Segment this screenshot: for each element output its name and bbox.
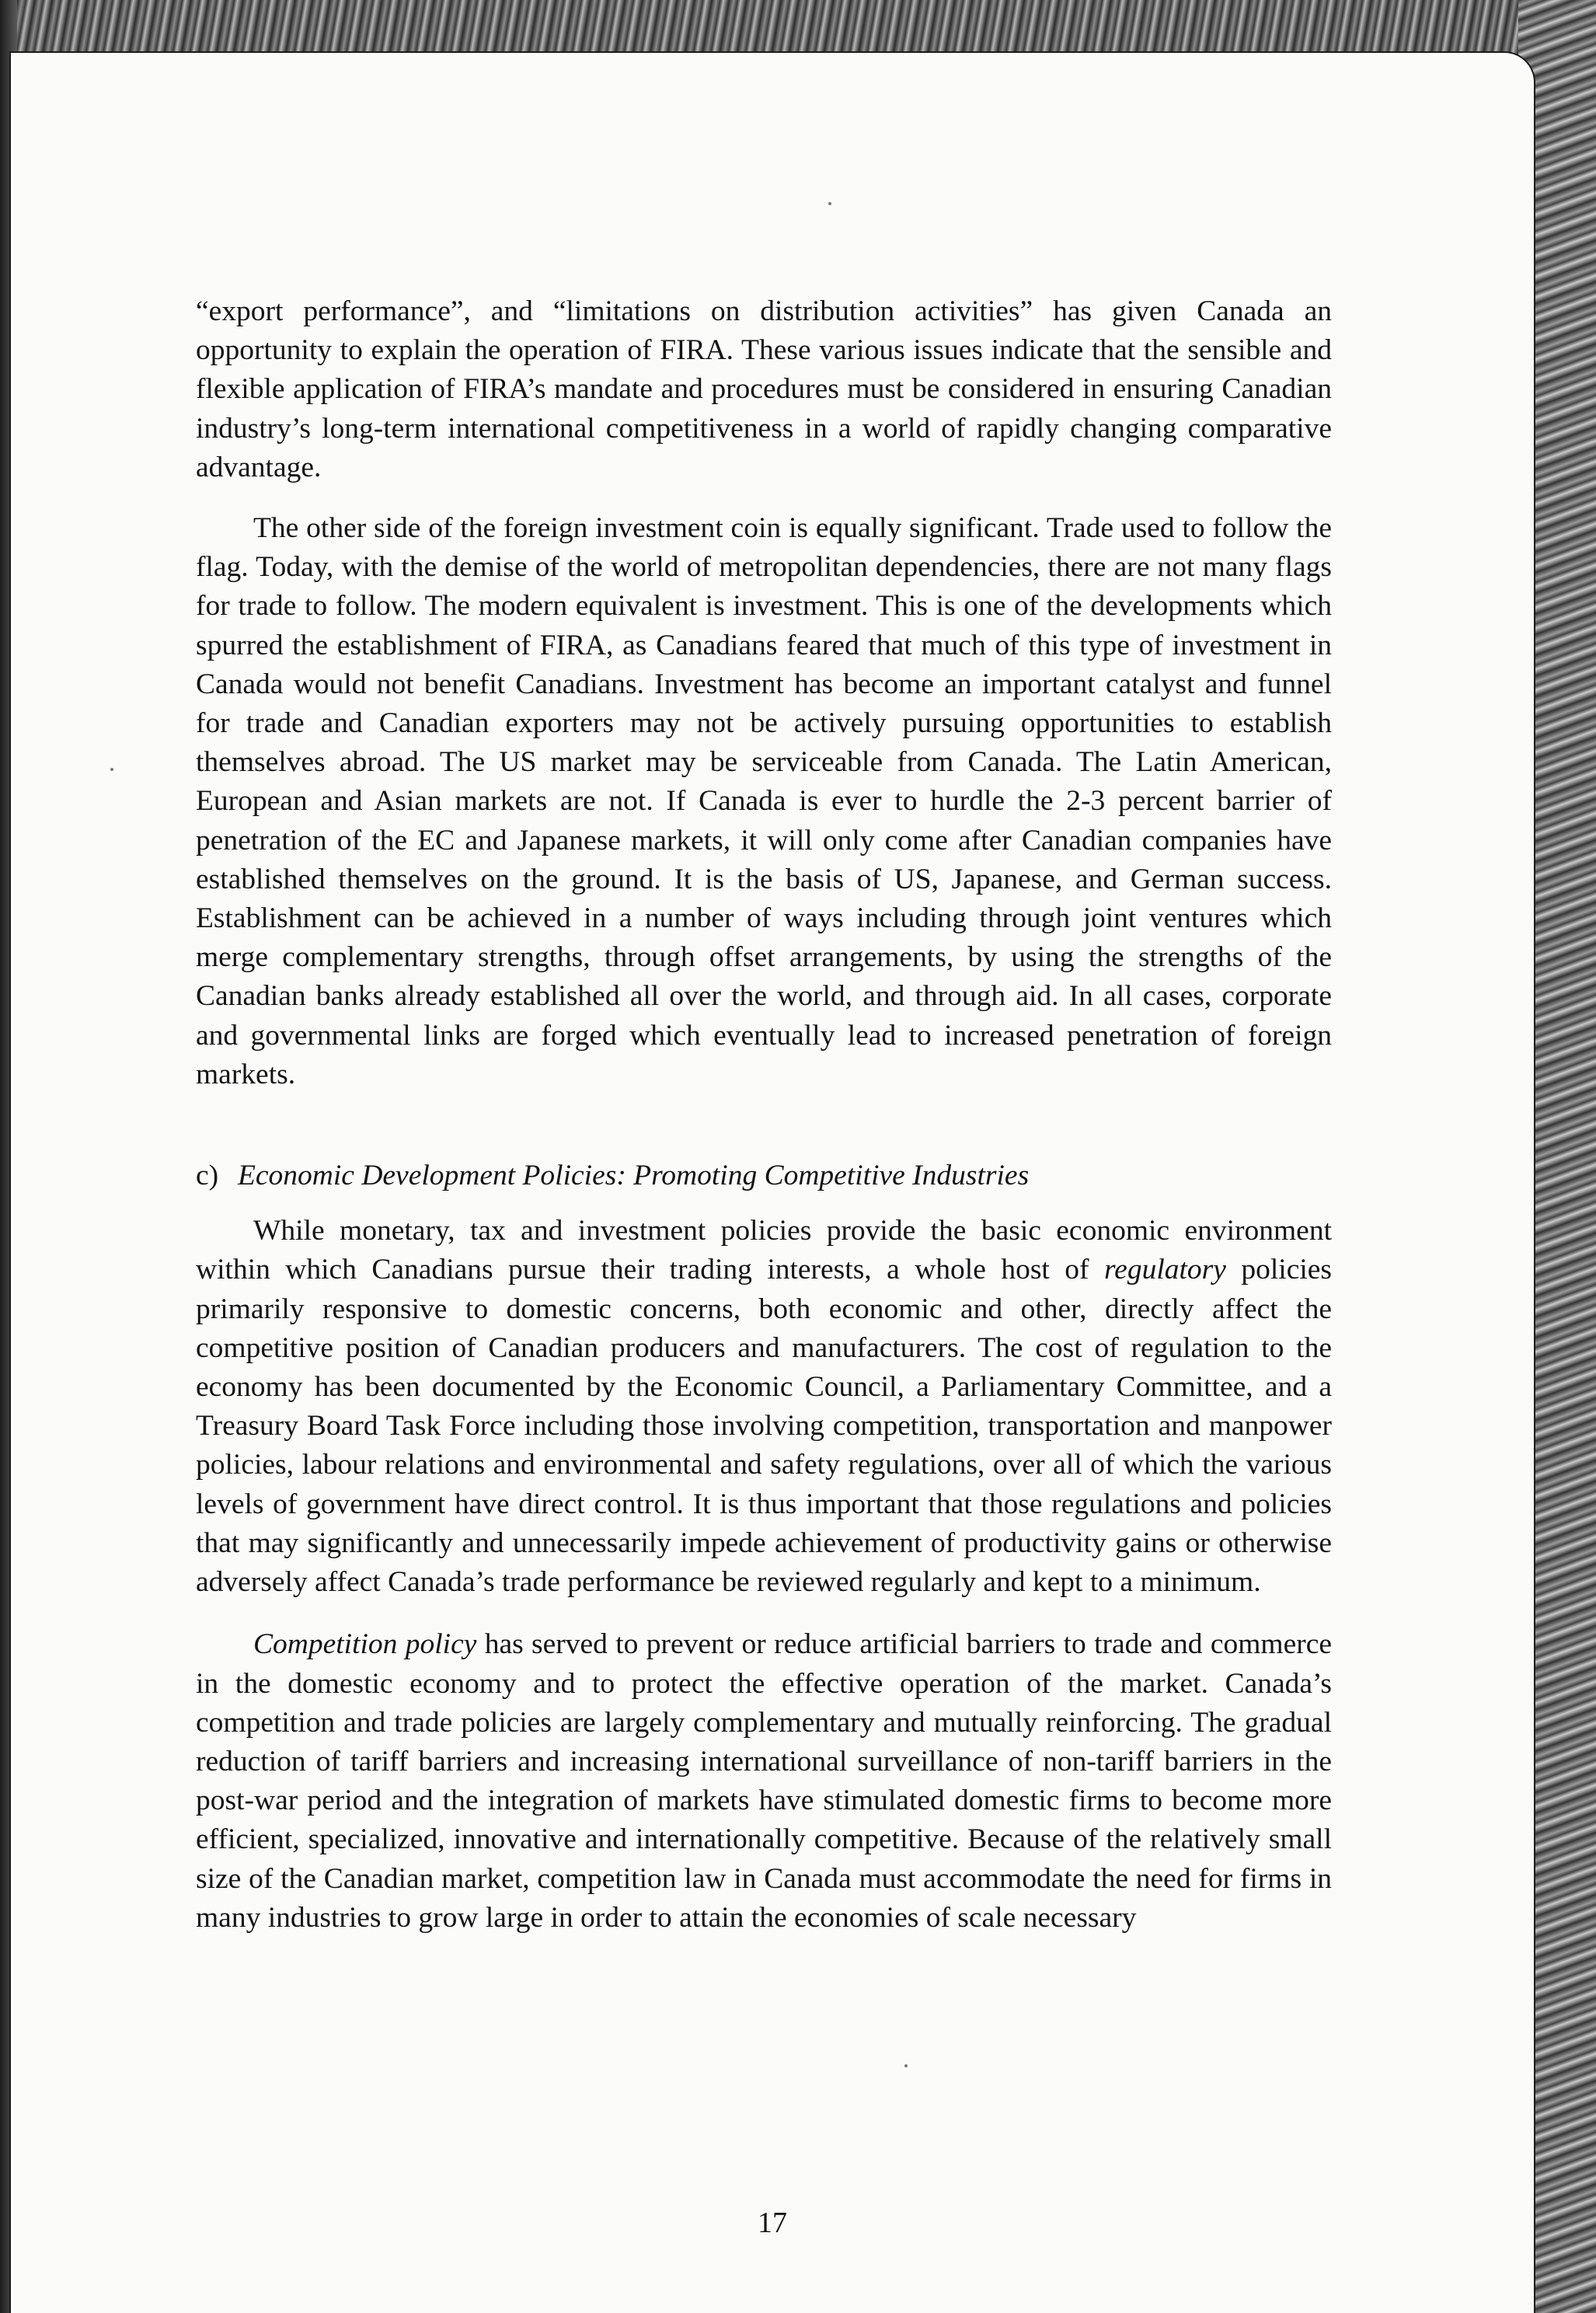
- scan-speck: [828, 202, 831, 205]
- paragraph-4: [196, 1625, 1332, 1938]
- paragraph-3-start: While monetary, tax and investment policies provide the basic economic environment within which Canadians pursue their trading interests, a whole host of: [196, 1215, 1332, 1286]
- section-label: c): [196, 1160, 219, 1192]
- paragraph-3-rest: policies primarily responsive to domestic concerns, both economic and other, directly affect the competitive position of Canadian producers and manufacturers. The cost of regulation to the economy has been documented by the Economic Council, a Parliamentary Committee, and a Treasury Board Task Force including those involving competition, transportation and manpower policies, labour relations and environmental and safety regulations, over all of which the various levels of government have direct control. It is thus important that those regulations and policies that may significantly and unnecessarily impede achievement of productivity gains or otherwise adversely affect Canada’s trade performance be reviewed regularly and kept to a minimum.: [196, 1254, 1332, 1599]
- paragraph-3-emphasis: regulatory: [1103, 1254, 1226, 1286]
- section-heading: [196, 1156, 1332, 1195]
- paragraph-4-emphasis: Competition policy: [253, 1628, 477, 1661]
- document-page: [11, 53, 1534, 2313]
- page-number: 17: [758, 2207, 787, 2239]
- paragraph-4-rest: has served to prevent or reduce artificial barriers to trade and commerce in the domestic economy and to protect the effective operation of the market. Canada’s competition and trade policies are largely complementary and mutually reinforcing. The gradual reduction of tariff barriers and increasing international surveillance of non-tariff barriers in the post-war period and the integration of markets have stimulated domestic firms to become more efficient, specialized, innovative and internationally competitive. Because of the relatively small size of the Canadian market, competition law in Canada must accommodate the need for firms in many industries to grow large in order to attain the economies of scale necessary: [196, 1628, 1332, 1934]
- scan-speck: [110, 768, 113, 771]
- paragraph-3: [196, 1212, 1332, 1602]
- section-title: Economic Development Policies: Promoting Competitive Industries: [238, 1160, 1030, 1192]
- paragraph-2: The other side of the foreign investment coin is equally significant. Trade used to follow the flag. Today, with the demise of the world of metropolitan dependencies, there are not many flags for trade to follow. The modern equivalent is investment. This is one of the developments which spurred the establishment of FIRA, as Canadians feared that much of this type of investment in Canada would not benefit Canadians. Investment has become an important catalyst and funnel for trade and Canadian exporters may not be actively pursuing opportunities to establish themselves abroad. The US market may be serviceable from Canada. The Latin American, European and Asian markets are not. If Canada is ever to hurdle the 2-3 percent barrier of penetration of the EC and Japanese markets, it will only come after Canadian companies have established themselves on the ground. It is the basis of US, Japanese, and German success. Establishment can be achieved in a number of ways including through joint ventures which merge complementary strengths, through offset arrangements, by using the strengths of the Canadian banks already established all over the world, and through aid. In all cases, corporate and governmental links are forged which eventually lead to increased penetration of foreign markets.: [196, 512, 1332, 1090]
- paragraph-1: “export performance”, and “limitations on distribution activities” has given Canada an opportunity to explain the operation of FIRA. These various issues indicate that the sensible and flexible application of FIRA’s mandate and procedures must be considered in ensuring Canadian industry’s long-term international competitiveness in a world of rapidly changing comparative advantage.: [196, 295, 1332, 483]
- scan-speck: [904, 2064, 908, 2067]
- document-body: [196, 292, 1332, 1938]
